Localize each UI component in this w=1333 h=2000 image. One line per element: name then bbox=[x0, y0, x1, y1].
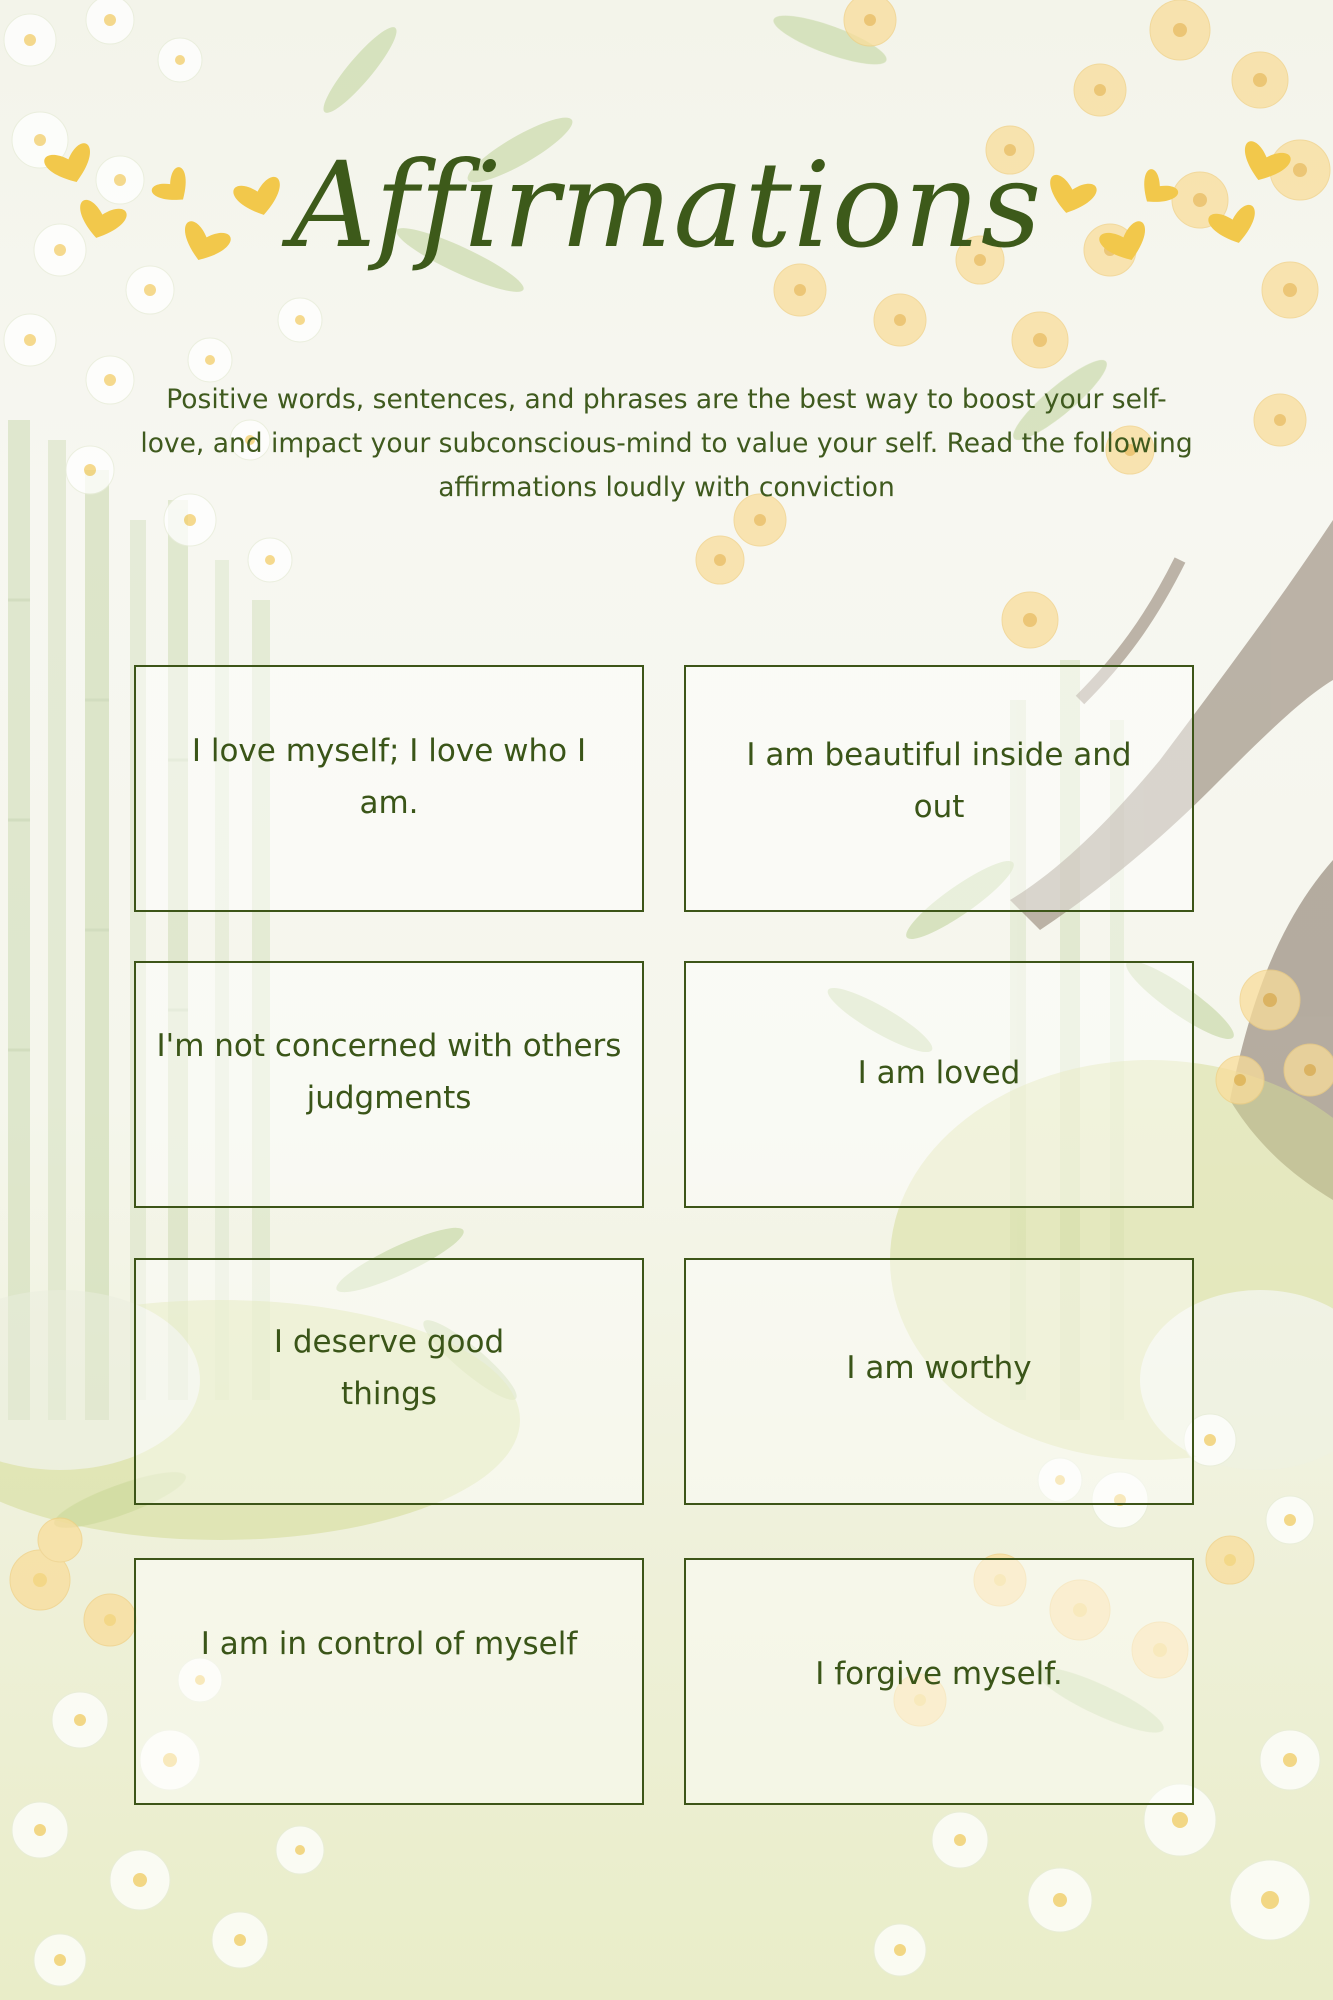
affirmation-card bbox=[684, 1258, 1194, 1505]
affirmation-card bbox=[134, 665, 644, 912]
blossom-icon bbox=[696, 0, 1330, 648]
affirmation-text: I am beautiful inside and out bbox=[746, 737, 1132, 825]
page-title: Affirmations bbox=[290, 136, 1043, 274]
affirmation-text: I'm not concerned with others judgments bbox=[156, 1028, 622, 1116]
affirmation-card bbox=[684, 665, 1194, 912]
affirmation-text: I am loved bbox=[857, 1055, 1021, 1091]
intro-paragraph: Positive words, sentences, and phrases are the best way to boost your self-love, and impact your subconscious-mind to value your self. Read the following affirmations loudly with conviction bbox=[140, 384, 1193, 503]
affirmation-card bbox=[684, 961, 1194, 1208]
affirmation-card bbox=[684, 1558, 1194, 1805]
affirmation-text: I deserve good things bbox=[273, 1324, 505, 1412]
affirmation-text: I am in control of myself bbox=[200, 1626, 578, 1662]
affirmation-text: I forgive myself. bbox=[815, 1656, 1063, 1692]
affirmation-card bbox=[134, 1258, 644, 1505]
affirmation-text: I am worthy bbox=[846, 1350, 1032, 1386]
affirmation-card bbox=[134, 961, 644, 1208]
affirmation-text: I love myself; I love who I am. bbox=[191, 733, 587, 821]
affirmation-card bbox=[134, 1558, 644, 1805]
